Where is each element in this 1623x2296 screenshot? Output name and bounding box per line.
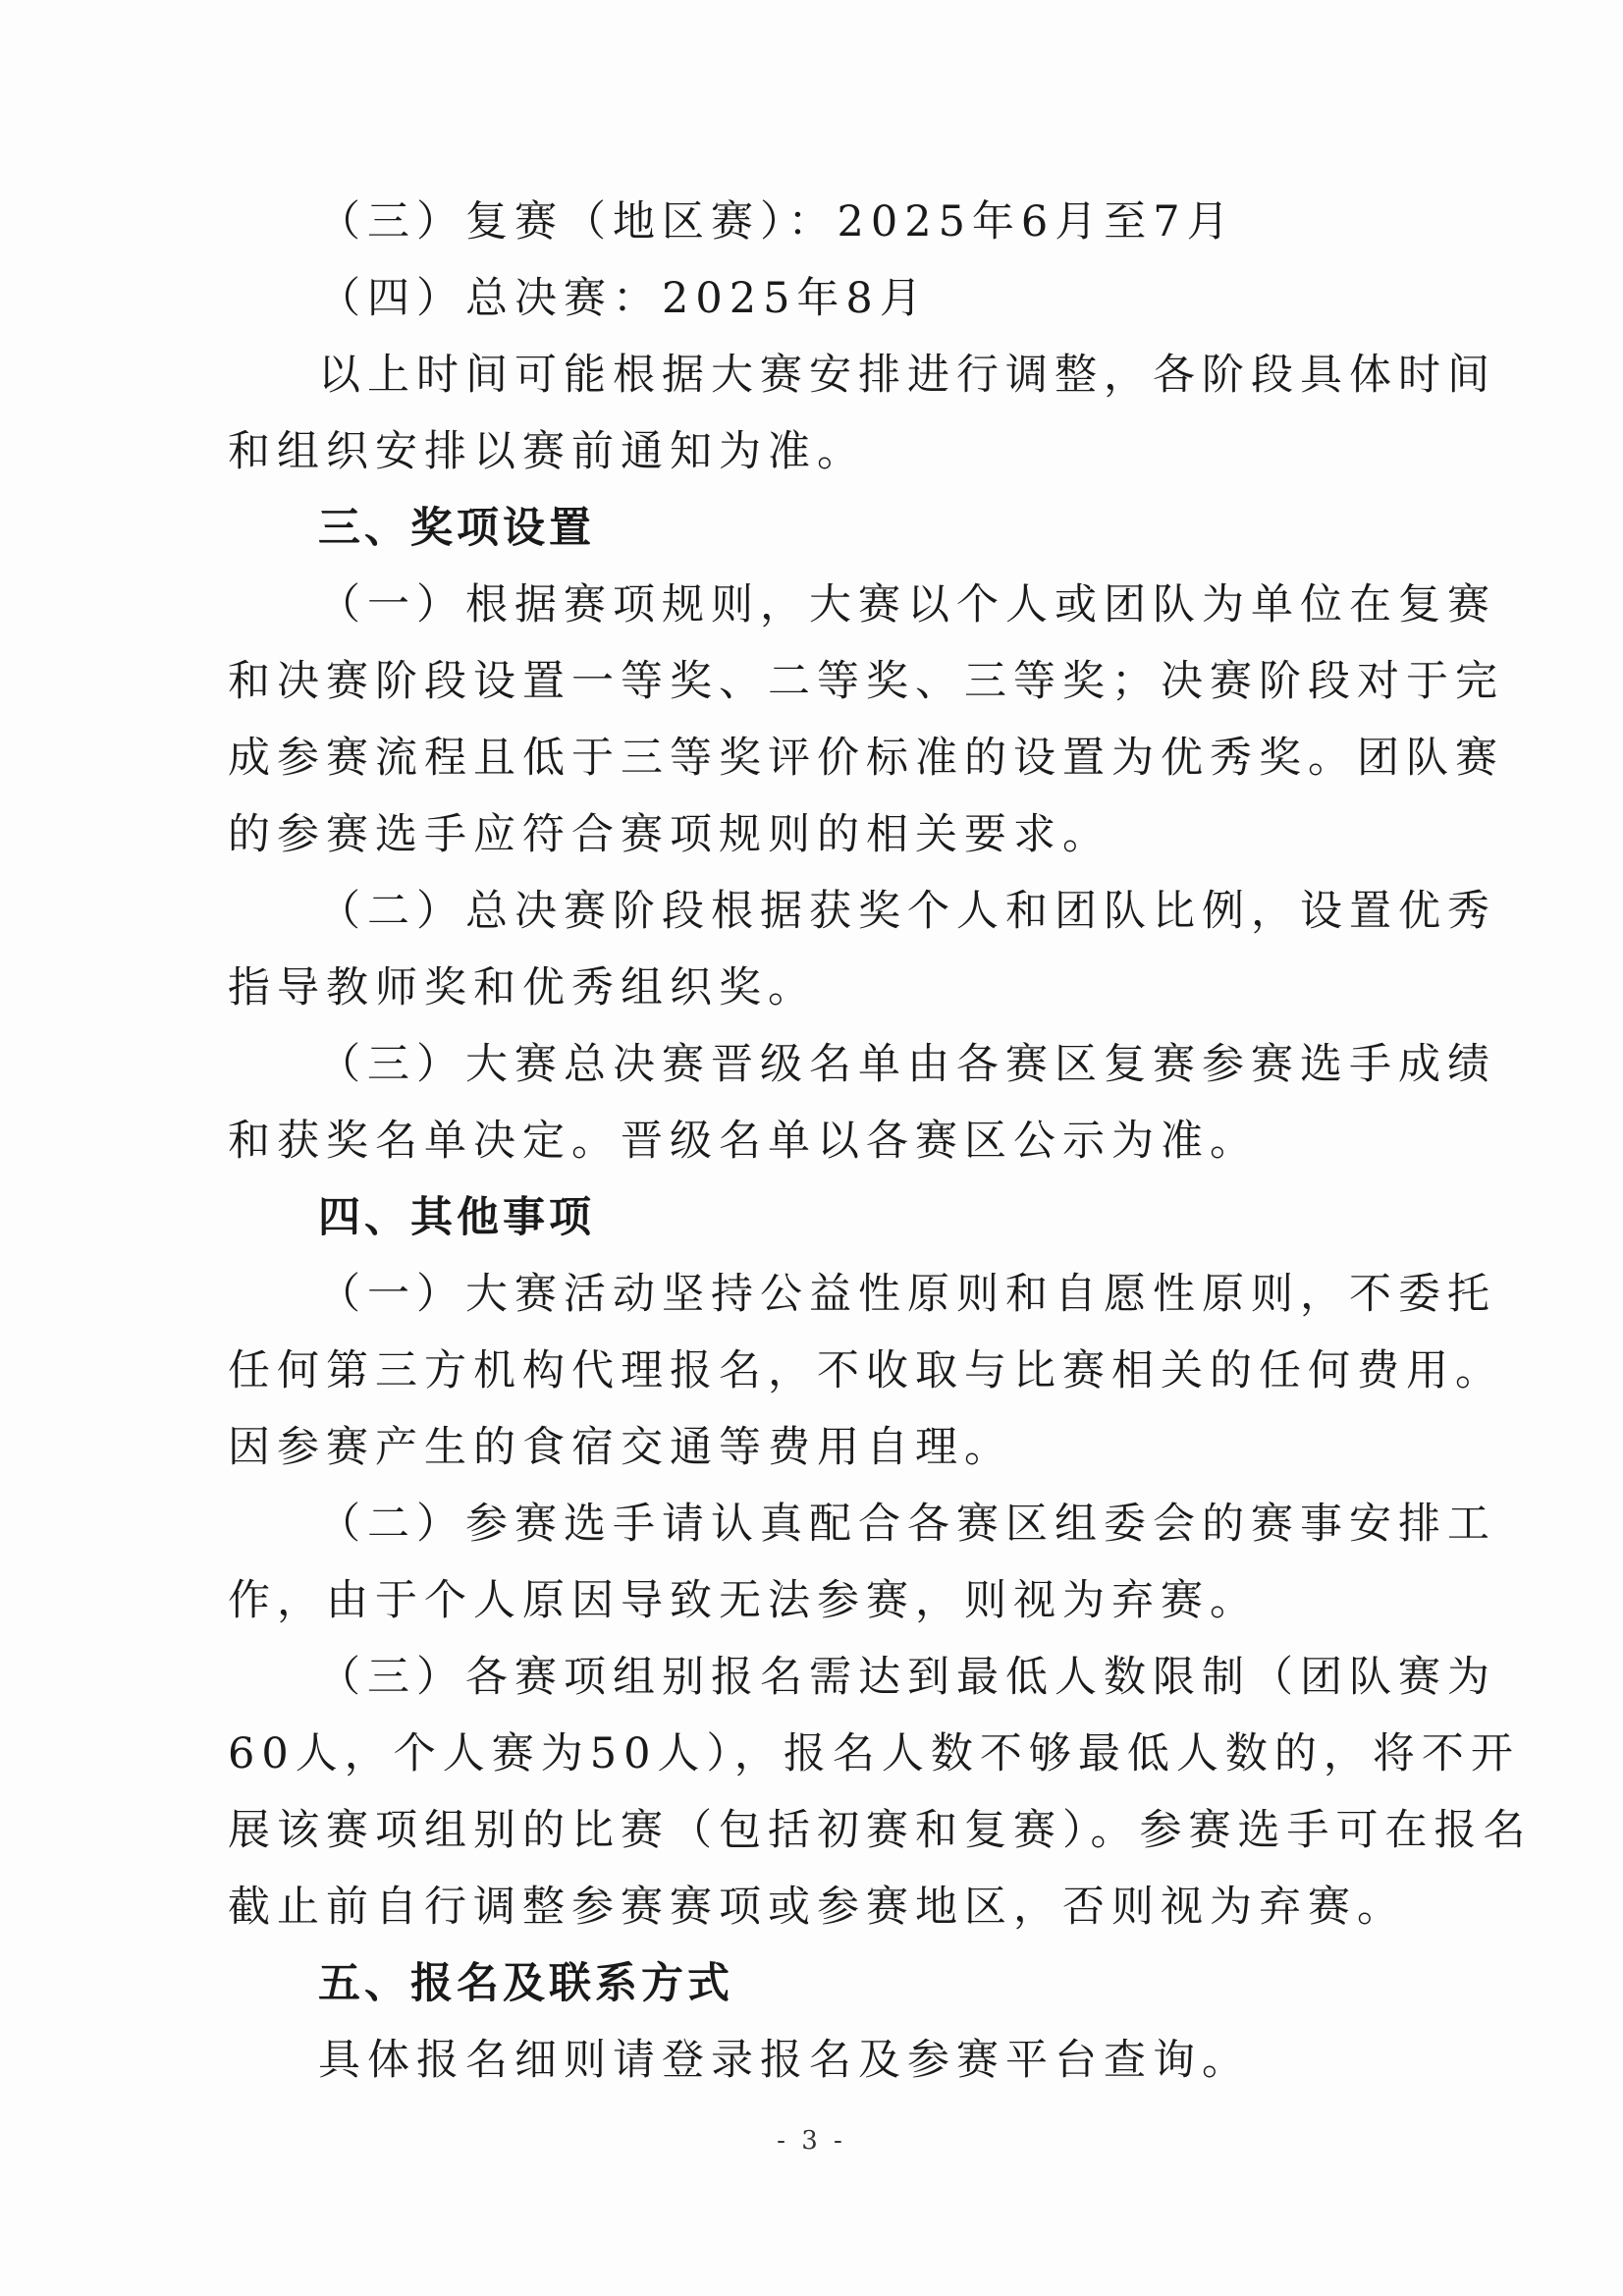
paragraph-line: 任何第三方机构代理报名，不收取与比赛相关的任何费用。 bbox=[228, 1346, 1504, 1395]
paragraph-line: （四）总决赛：2025年8月 bbox=[318, 274, 929, 323]
paragraph-line: （三）复赛（地区赛）：2025年6月至7月 bbox=[318, 197, 1236, 246]
paragraph-line: （三）大赛总决赛晋级名单由各赛区复赛参赛选手成绩 bbox=[318, 1040, 1496, 1089]
paragraph-line: 和组织安排以赛前通知为准。 bbox=[228, 427, 866, 476]
paragraph-line: （三）各赛项组别报名需达到最低人数限制（团队赛为 bbox=[318, 1653, 1496, 1702]
paragraph-line: 指导教师奖和优秀组织奖。 bbox=[228, 963, 817, 1012]
paragraph-line: （二）总决赛阶段根据获奖个人和团队比例，设置优秀 bbox=[318, 887, 1496, 936]
paragraph-line: （一）大赛活动坚持公益性原则和自愿性原则，不委托 bbox=[318, 1270, 1496, 1319]
paragraph-line: 的参赛选手应符合赛项规则的相关要求。 bbox=[228, 810, 1111, 859]
section-heading: 三、奖项设置 bbox=[318, 504, 595, 553]
section-heading: 五、报名及联系方式 bbox=[318, 1959, 733, 2008]
paragraph-line: 展该赛项组别的比赛（包括初赛和复赛）。参赛选手可在报名 bbox=[228, 1806, 1533, 1855]
paragraph-line: 60人，个人赛为50人），报名人数不够最低人数的，将不开 bbox=[228, 1729, 1520, 1778]
page-number: - 3 - bbox=[777, 2126, 846, 2156]
paragraph-line: （一）根据赛项规则，大赛以个人或团队为单位在复赛 bbox=[318, 580, 1496, 629]
paragraph-line: 和获奖名单决定。晋级名单以各赛区公示为准。 bbox=[228, 1117, 1259, 1166]
paragraph-line: 成参赛流程且低于三等奖评价标准的设置为优秀奖。团队赛 bbox=[228, 734, 1504, 783]
paragraph-line: 因参赛产生的食宿交通等费用自理。 bbox=[228, 1423, 1013, 1472]
paragraph-line: （二）参赛选手请认真配合各赛区组委会的赛事安排工 bbox=[318, 1500, 1496, 1549]
paragraph-line: 以上时间可能根据大赛安排进行调整，各阶段具体时间 bbox=[318, 351, 1496, 400]
paragraph-line: 具体报名细则请登录报名及参赛平台查询。 bbox=[318, 2036, 1251, 2085]
paragraph-line: 截止前自行调整参赛赛项或参赛地区，否则视为弃赛。 bbox=[228, 1883, 1406, 1932]
paragraph-line: 作，由于个人原因导致无法参赛，则视为弃赛。 bbox=[228, 1576, 1259, 1625]
section-heading: 四、其他事项 bbox=[318, 1193, 595, 1242]
paragraph-line: 和决赛阶段设置一等奖、二等奖、三等奖；决赛阶段对于完 bbox=[228, 657, 1504, 706]
